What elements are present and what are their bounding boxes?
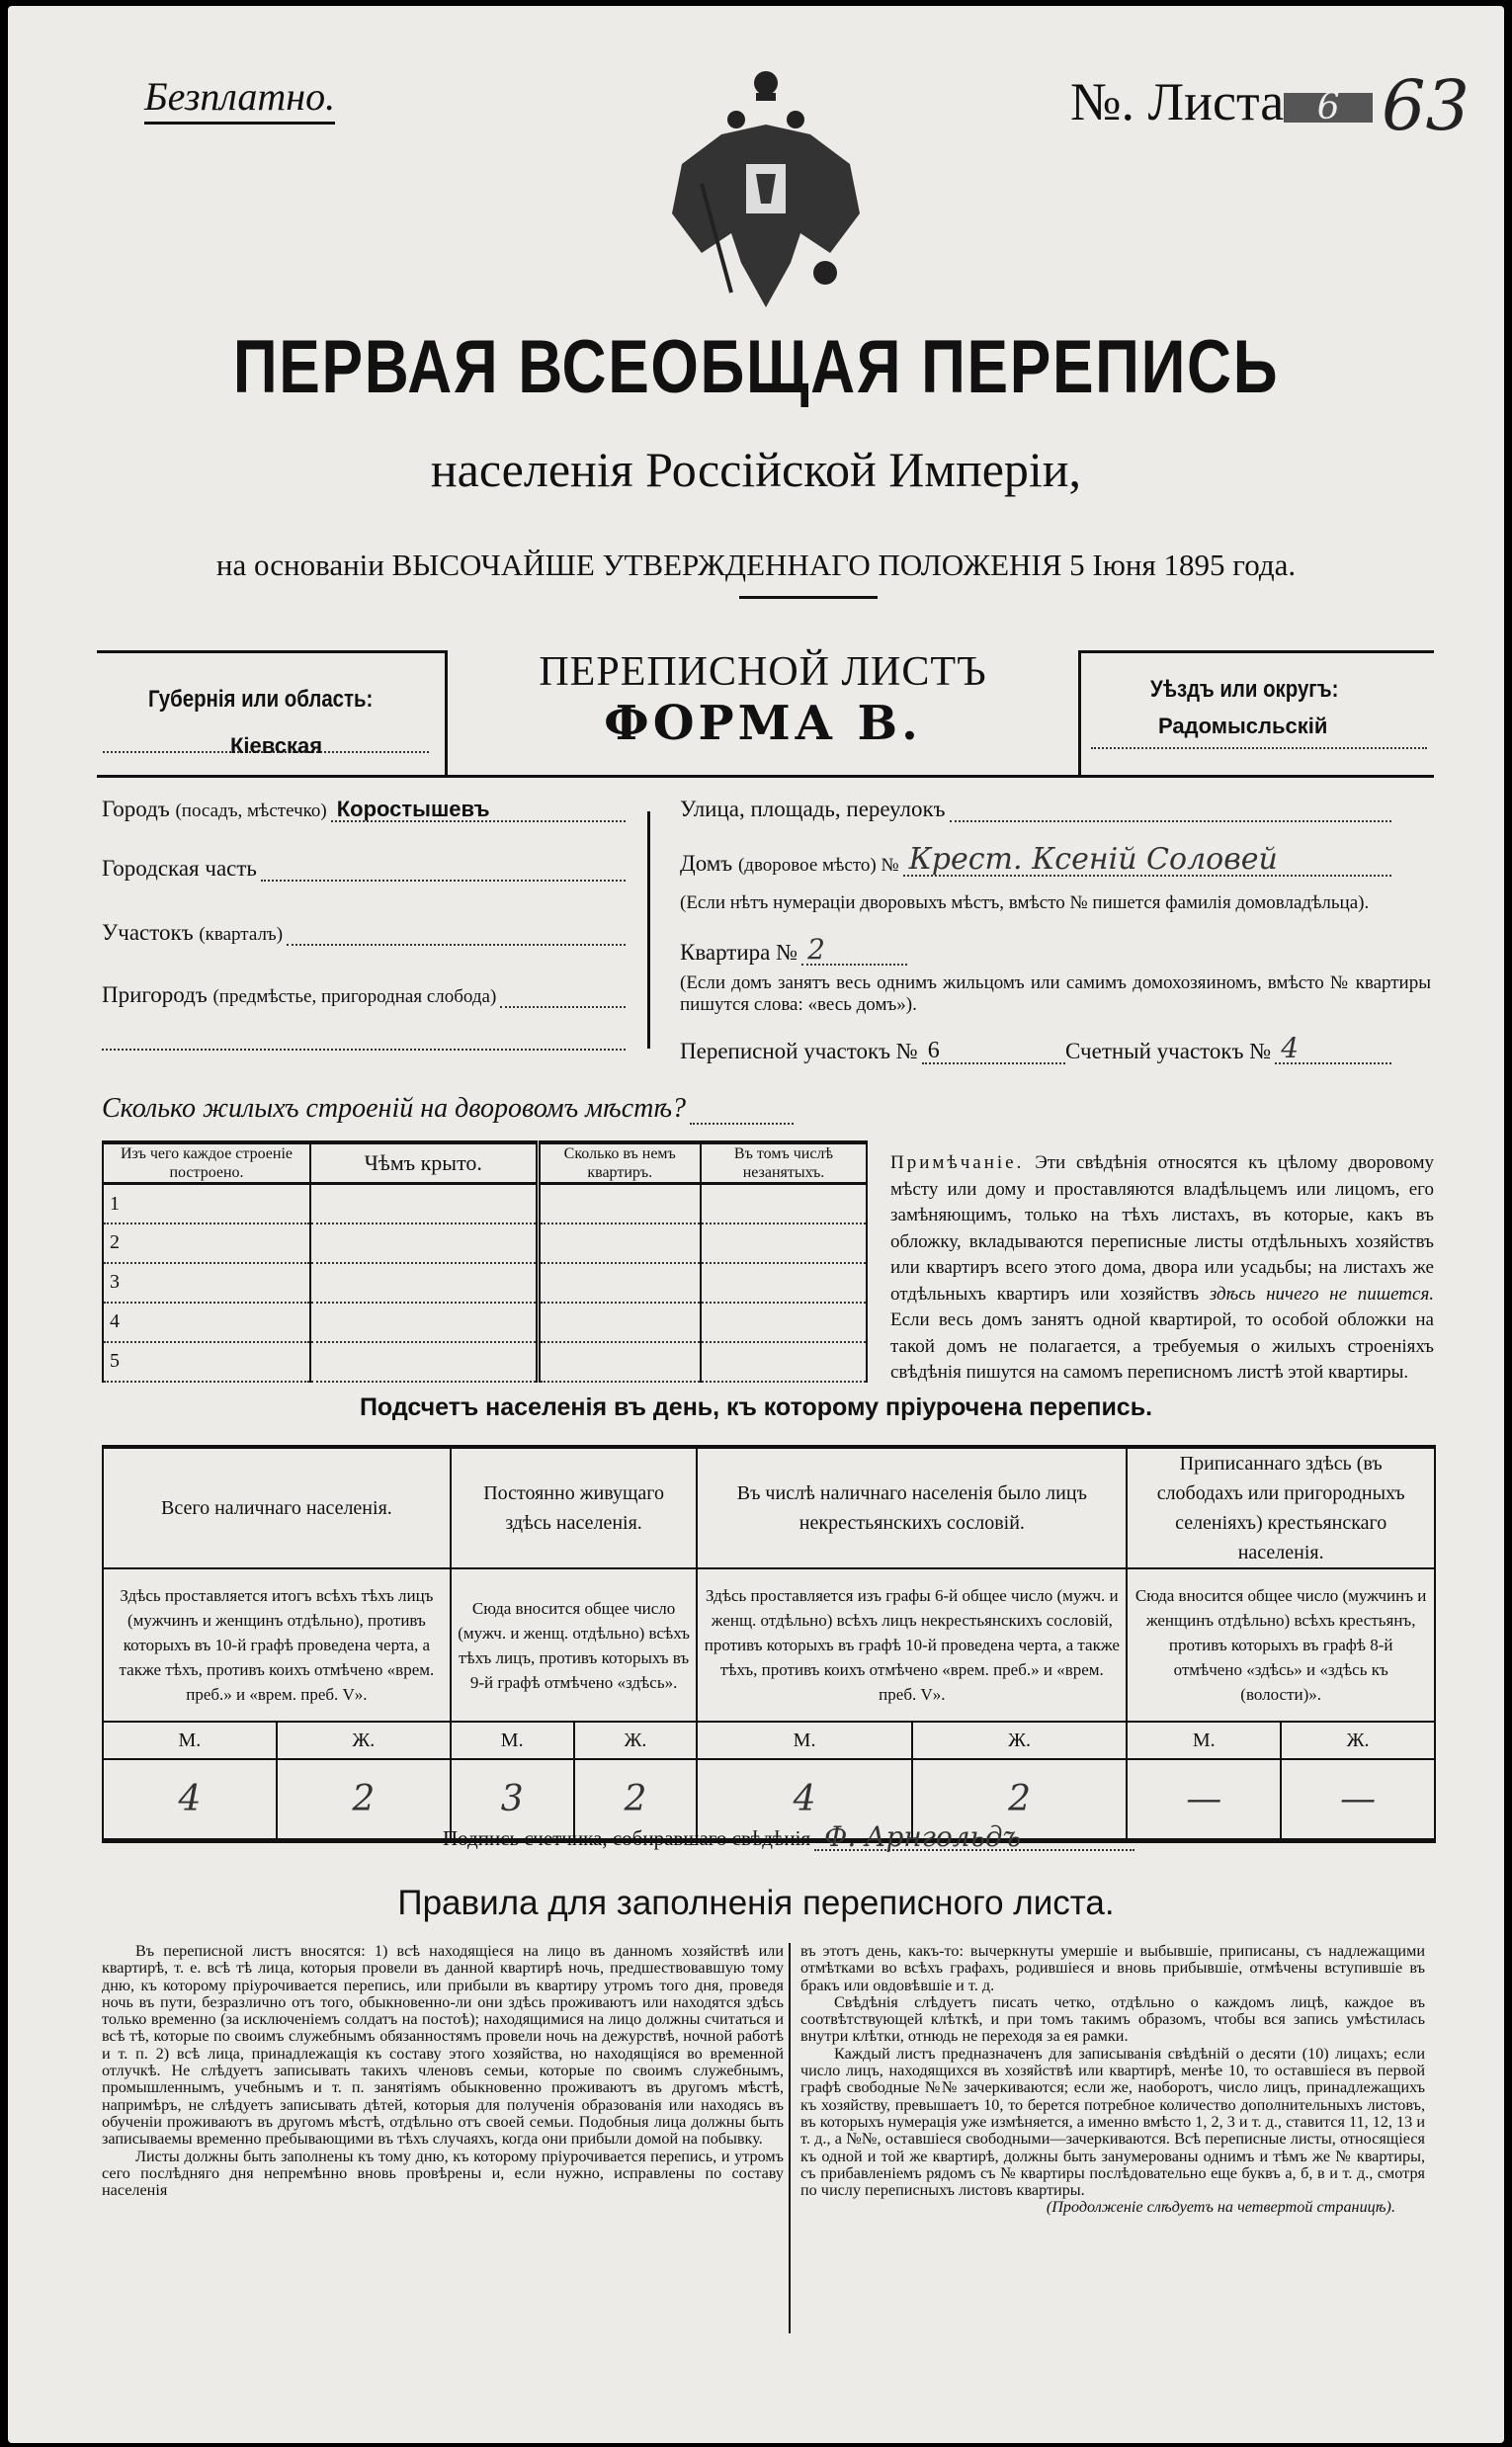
population-table <box>102 1445 1436 1843</box>
enumerator-signature[interactable] <box>443 1820 1134 1853</box>
population-heading: Подсчетъ населенія въ день, къ которому пріурочена перепись. <box>359 1393 1153 1421</box>
form-type: ФОРМА В. <box>604 696 922 751</box>
male-count[interactable]: 3 <box>451 1759 574 1840</box>
signature-label: Подпись счетчика, собиравшаго свѣдѣнія <box>443 1826 811 1850</box>
table-cell[interactable] <box>701 1184 867 1224</box>
male-label: М. <box>697 1722 911 1759</box>
street-field[interactable] <box>680 797 1391 822</box>
female-label: Ж. <box>574 1722 698 1759</box>
column-header: Изъ чего каждое строеніе построено. <box>103 1142 310 1184</box>
row-number: 5 <box>103 1342 310 1382</box>
row-number: 3 <box>103 1263 310 1303</box>
male-label: М. <box>103 1722 277 1759</box>
form-title-text: ПЕРЕПИСНОЙ ЛИСТЪ <box>539 649 987 695</box>
table-cell[interactable] <box>538 1303 701 1342</box>
apartment-note: (Если домъ занятъ весь однимъ жильцомъ или самимъ домохозяиномъ, вмѣсто № квартиры пишутся слова: «весь домъ»). <box>680 972 1431 1015</box>
page-subtitle: населенія Россійской Имперіи, <box>430 442 1082 497</box>
suburb-extra-field[interactable] <box>102 1049 626 1051</box>
remark-label: Примѣчаніе. <box>890 1152 1025 1173</box>
house-value: Крест. Ксенiй Соловей <box>908 842 1278 877</box>
table-cell[interactable] <box>538 1263 701 1303</box>
city-hint: (посадъ, мѣстечко) <box>175 801 327 821</box>
table-cell[interactable] <box>538 1342 701 1382</box>
house-note: (Если нѣтъ нумераціи дворовыхъ мѣстъ, вмѣсто № пишется фамилія домовладѣльца). <box>680 892 1370 913</box>
sheet-number-value: 6 <box>1284 93 1373 123</box>
table-cell[interactable] <box>538 1184 701 1224</box>
table-cell[interactable] <box>310 1263 538 1303</box>
divider <box>789 1943 791 2333</box>
female-count[interactable]: 2 <box>912 1759 1128 1840</box>
census-sheet <box>8 6 1504 2443</box>
guberniya-label: Губернія или область: <box>148 686 374 713</box>
district-field[interactable] <box>102 920 626 946</box>
district-label: Участокъ <box>102 920 194 945</box>
remark-text: Эти свѣдѣнія относятся къ цѣлому дворовому мѣсту или дому и проставляются владѣльцемъ или лицомъ, его замѣняющимъ, только на тѣхъ листахъ, въ которые, какъ въ обложку, вкладываются переписные листы отдѣльныхъ хозяйствъ или квартиръ всего этого дома, двора или усадьбы; на листахъ же отдѣльныхъ квартиръ или хозяйствъ <box>890 1152 1434 1305</box>
apartment-value: 2 <box>807 933 825 966</box>
suburb-label: Пригородъ <box>102 982 208 1007</box>
column-header: Въ томъ числѣ незанятыхъ. <box>701 1142 867 1184</box>
divider <box>647 811 650 1049</box>
continued-note: (Продолженіе слѣдуетъ на четвертой страницѣ). <box>1046 2198 1395 2217</box>
table-header-row <box>103 1142 867 1184</box>
guberniya-value: Кіевская <box>230 733 323 758</box>
signature-value: Ф. Арнгольдъ <box>824 1820 1022 1853</box>
table-row <box>103 1303 867 1342</box>
column-title: Всего наличнаго населенія. <box>103 1447 451 1568</box>
apartment-field[interactable] <box>680 933 907 966</box>
buildings-question[interactable] <box>102 1093 794 1125</box>
rules-left-column <box>102 1943 784 2199</box>
rules-paragraph: Свѣдѣнія слѣдуетъ писать четко, отдѣльно о каждомъ лицѣ, каждое въ соотвѣтствующей клѣткѣ, и при томъ такимъ образомъ, чтобы вся запись умѣстилась внутри клѣтки, отнюдь не переходя за ея рамки. <box>800 1992 1425 2046</box>
rules-paragraph: Листы должны быть заполнены къ тому дню, къ которому пріурочивается перепись, и утромъ сего послѣдняго дня непремѣнно вновь провѣрены и, если нужно, исправлены по составу населенія <box>102 2147 784 2200</box>
uezd-label: Уѣздъ или округъ: <box>1150 676 1339 703</box>
female-count[interactable]: — <box>1281 1759 1435 1840</box>
city-label: Городъ <box>102 797 170 821</box>
table-cell[interactable] <box>310 1303 538 1342</box>
count-district-field[interactable] <box>1065 1032 1391 1064</box>
rules-paragraph: Каждый листъ предназначенъ для записыванія свѣдѣній о десяти (10) лицахъ; если число лицъ, находящихся въ хозяйствѣ или квартирѣ, менѣе 10, то оставшіеся въ первой графѣ свободные №№ зачеркиваются; если же, наоборотъ, число лицъ, принадлежащихъ къ хозяйству, превышаетъ 10, то берется потребное количество дополнительныхъ листовъ, въ которыхъ нумерація уже измѣняется, а именно вмѣсто 1, 2, 3 и т. д., ставится 11, 12, 13 и т. д., а №№, оставшіеся свободными—зачеркиваются. Всѣ переписные листы, относящіеся къ одной и той же квартирѣ, должны быть занумерованы однимъ и тѣмъ же № квартиры, съ прибавленіемъ рядомъ съ № квартиры послѣдовательно еще буквъ а, б, в и т. д., смотря по числу переписныхъ листовъ квартиры. <box>800 2044 1425 2200</box>
table-row <box>103 1224 867 1263</box>
city-part-label: Городская часть <box>102 856 257 881</box>
female-count[interactable]: 2 <box>277 1759 451 1840</box>
remark-text-2: Если весь домъ занятъ одной квартирой, то особой обложки на такой домъ не полагается, а требуемыя о жилыхъ строеніяхъ свѣдѣнія пишутся на самомъ переписномъ листѣ этой квартиры. <box>890 1309 1434 1383</box>
table-cell[interactable] <box>310 1184 538 1224</box>
column-title: Въ числѣ наличнаго населенія было лицъ некрестьянскихъ сословій. <box>697 1447 1127 1568</box>
table-cell[interactable] <box>310 1224 538 1263</box>
guberniya-box <box>97 652 448 776</box>
free-of-charge-label: Безплатно. <box>144 73 335 125</box>
rules-title: Правила для заполненія переписного листа. <box>397 1884 1115 1922</box>
row-number: 1 <box>103 1184 310 1224</box>
column-description: Сюда вносится общее число (мужч. и женщ. отдѣльно) всѣхъ тѣхъ лицъ, противъ которыхъ въ 9-й графѣ отмѣчено «здѣсь». <box>451 1568 698 1722</box>
remark-italic: здѣсь ничего не пишется. <box>1209 1283 1435 1305</box>
rules-right-column <box>800 1943 1425 2217</box>
female-label: Ж. <box>1281 1722 1435 1759</box>
uezd-box <box>1078 652 1434 776</box>
male-count[interactable]: 4 <box>103 1759 277 1840</box>
census-district-field[interactable] <box>680 1039 1065 1064</box>
suburb-field[interactable] <box>102 982 626 1008</box>
table-description-row <box>103 1568 1435 1722</box>
column-description: Здѣсь проставляется итогъ всѣхъ тѣхъ лицъ (мужчинъ и женщинъ отдѣльно), противъ которыхъ въ 10-й графѣ проведена черта, а также тѣхъ, противъ коихъ отмѣчено «врем. преб.» и «врем. преб. V». <box>103 1568 451 1722</box>
table-cell[interactable] <box>701 1342 867 1382</box>
row-number: 4 <box>103 1303 310 1342</box>
form-title <box>448 648 1078 751</box>
buildings-table <box>102 1140 868 1383</box>
row-number: 2 <box>103 1224 310 1263</box>
remark-note <box>890 1150 1434 1387</box>
table-cell[interactable] <box>310 1342 538 1382</box>
female-label: Ж. <box>912 1722 1128 1759</box>
male-label: М. <box>1127 1722 1281 1759</box>
suburb-hint: (предмѣстье, пригородная слобода) <box>212 986 497 1007</box>
female-label: Ж. <box>277 1722 451 1759</box>
column-header: Сколько въ немъ квартиръ. <box>538 1142 701 1184</box>
column-description: Сюда вносится общее число (мужчинъ и женщинъ отдѣльно) всѣхъ крестьянъ, противъ которыхъ въ графѣ 8-й отмѣчено «здѣсь» и «здѣсь къ (волости)». <box>1127 1568 1435 1722</box>
census-district-label: Переписной участокъ № <box>680 1039 918 1063</box>
table-row <box>103 1263 867 1303</box>
count-district-value: 4 <box>1281 1032 1300 1064</box>
column-title: Приписаннаго здѣсь (въ слободахъ или пригородныхъ селеніяхъ) крестьянскаго населенія. <box>1127 1447 1435 1568</box>
uezd-value: Радомысльскій <box>1158 714 1328 738</box>
sheet-number-label: №. Листа <box>1070 72 1285 131</box>
divider <box>739 596 878 599</box>
female-count[interactable]: 2 <box>574 1759 698 1840</box>
street-label: Улица, площадь, переулокъ <box>680 797 946 821</box>
apartment-label: Квартира № <box>680 940 798 965</box>
buildings-question-label: Сколько жилыхъ строеній на дворовомъ мѣстѣ? <box>102 1093 687 1124</box>
table-header-row <box>103 1447 1435 1568</box>
page-title: ПЕРВАЯ ВСЕОБЩАЯ ПЕРЕПИСЬ <box>232 325 1280 409</box>
male-count[interactable]: 4 <box>697 1759 911 1840</box>
column-description: Здѣсь проставляется изъ графы 6-й общее число (мужч. и женщ. отдѣльно) всѣхъ лицъ некрестьянскихъ сословій, противъ которыхъ въ графѣ 10-й проведена черта, а также тѣхъ, противъ коихъ отмѣчено «врем. преб.» и «врем. преб. V». <box>697 1568 1127 1722</box>
city-part-field[interactable] <box>102 856 626 882</box>
column-title: Постоянно живущаго здѣсь населенія. <box>451 1447 698 1568</box>
house-label: Домъ <box>680 851 733 876</box>
table-cell[interactable] <box>538 1224 701 1263</box>
table-cell[interactable] <box>701 1303 867 1342</box>
male-label: М. <box>451 1722 574 1759</box>
table-cell[interactable] <box>701 1263 867 1303</box>
table-row <box>103 1184 867 1224</box>
archive-number: 63 <box>1382 65 1470 146</box>
male-count[interactable]: — <box>1127 1759 1281 1840</box>
city-value: Коростышевъ <box>336 797 490 821</box>
column-header: Чѣмъ крыто. <box>310 1142 538 1184</box>
sheet-number <box>1070 71 1373 132</box>
table-row <box>103 1342 867 1382</box>
uezd-field[interactable] <box>1091 747 1427 749</box>
rules-paragraph: въ этотъ день, какъ-то: вычеркнуты умершіе и выбывшіе, приписаны, съ надлежащими отмѣтками во всѣхъ графахъ, родившіеся и вновь прибывшіе, отмѣчены вступившіе въ бракъ или овдовѣвшіе и т. д. <box>800 1942 1425 1994</box>
sex-header-row <box>103 1722 1435 1759</box>
legal-basis: на основаніи ВЫСОЧАЙШЕ УТВЕРЖДЕННАГО ПОЛОЖЕНІЯ 5 Іюня 1895 года. <box>215 548 1297 582</box>
census-district-value: 6 <box>927 1038 940 1063</box>
district-hint: (кварталъ) <box>199 924 284 945</box>
count-district-label: Счетный участокъ № <box>1065 1039 1272 1063</box>
rules-paragraph: Въ переписной листъ вносятся: 1) всѣ находящіеся на лицо въ данномъ хозяйствѣ или квартирѣ, т. е. всѣ тѣ лица, которыя провели въ данной квартирѣ ночь, предшествовавшую тому дню, къ которому пріурочивается перепись, или прибыли въ квартиру утромъ того дня, проведя ночь въ пути, безразлично отъ того, обыкновенно-ли они здѣсь проживаютъ или находятся здѣсь только временно (за исключеніемъ солдатъ на постоѣ); находящимися на лицо должны считаться и всѣ тѣ, которые по своимъ служебнымъ обязанностямъ провели ночь на дежурствѣ, ночной работѣ и т. п. 2) всѣ лица, принадлежащія къ составу этого хозяйства, но находящіяся во временной отлучкѣ. Не слѣдуетъ записывать такихъ членовъ семьи, которые по своимъ служебнымъ, промышленнымъ, учебнымъ и т. п. занятіямъ обыкновенно проживаютъ въ другомъ мѣстѣ, напримѣръ, не слѣдуетъ записывать дѣтей, которыя для полученія образованія или находясь въ обученіи проживаютъ въ другомъ мѣстѣ, отдѣльно отъ своей семьи. Подобныя лица должны быть записываемы временно пребывающими въ тѣхъ случаяхъ, когда они прибыли домой на побывку. <box>102 1942 784 2149</box>
table-cell[interactable] <box>701 1224 867 1263</box>
house-hint: (дворовое мѣсто) № <box>737 855 899 876</box>
imperial-eagle-icon <box>662 65 870 312</box>
house-field[interactable] <box>680 842 1391 877</box>
city-field[interactable] <box>102 797 626 822</box>
